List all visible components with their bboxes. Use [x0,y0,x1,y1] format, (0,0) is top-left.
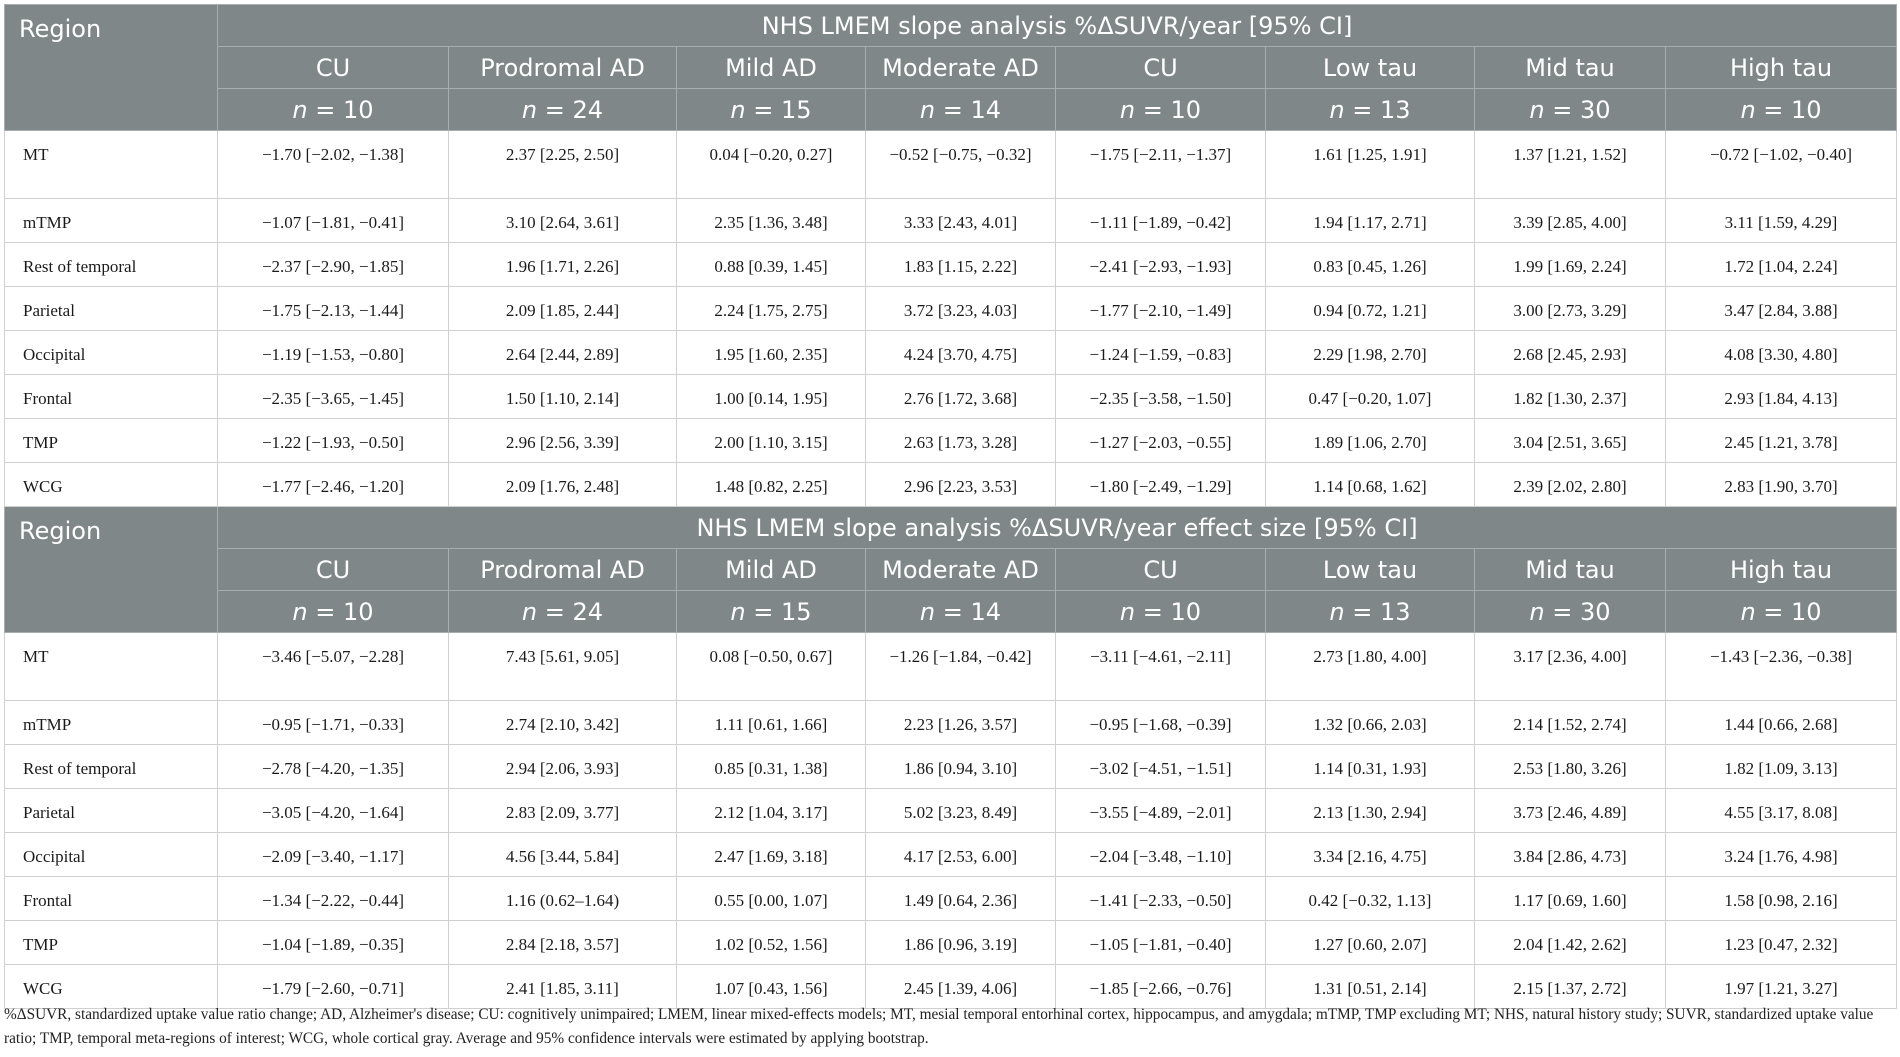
group-column-header: Moderate AD [866,549,1056,591]
sample-size-value: = 14 [942,597,1002,626]
table-cell: 2.45 [1.39, 4.06] [866,965,1056,1009]
table-cell: 2.24 [1.75, 2.75] [677,287,866,331]
sample-size-header [1666,591,1897,633]
group-column-header: CU [218,549,449,591]
table-cell: 1.02 [0.52, 1.56] [677,921,866,965]
table-cell: 2.93 [1.84, 4.13] [1666,375,1897,419]
table-cell: 2.23 [1.26, 3.57] [866,701,1056,745]
sample-size-value: = 24 [544,597,604,626]
table-cell: −1.27 [−2.03, −0.55] [1056,419,1266,463]
sample-size-symbol: n [1529,597,1545,626]
table-cell: 1.49 [0.64, 2.36] [866,877,1056,921]
group-column-header: CU [1056,549,1266,591]
table-cell: −1.79 [−2.60, −0.71] [218,965,449,1009]
table-row [5,701,1897,745]
table-section-slope [5,5,1897,507]
table-cell: 5.02 [3.23, 8.49] [866,789,1056,833]
table-row [5,463,1897,507]
sample-size-header [1475,591,1666,633]
table-cell: 2.00 [1.10, 3.15] [677,419,866,463]
table-row [5,375,1897,419]
table-cell: 1.89 [1.06, 2.70] [1266,419,1475,463]
sample-size-header [1056,89,1266,131]
table-cell: 1.48 [0.82, 2.25] [677,463,866,507]
sample-size-symbol: n [1119,597,1136,626]
sample-size-symbol: n [1529,95,1545,124]
table-cell: 2.74 [2.10, 3.42] [449,701,677,745]
table-cell: 1.95 [1.60, 2.35] [677,331,866,375]
table-cell: 2.96 [2.23, 3.53] [866,463,1056,507]
group-column-header: Low tau [1266,549,1475,591]
region-label: WCG [5,463,218,507]
table-footnote: %ΔSUVR, standardized uptake value ratio change; AD, Alzheimer's disease; CU: cognitively unimpaired; LMEM, linear mixed-effects models; MT, mesial temporal entorhinal cortex, hippocampus, and amygdala; mTMP, TMP excluding MT; NHS, natural history study; SUVR, standardized uptake value ratio; TMP, temporal meta-regions of interest; WCG, whole cortical gray. Average and 95% confidence intervals were estimated by applying bootstrap. [4,1006,1874,1047]
table-cell: 2.73 [1.80, 4.00] [1266,633,1475,701]
table-cell: −3.11 [−4.61, −2.11] [1056,633,1266,701]
region-label: Parietal [5,287,218,331]
table-row [5,921,1897,965]
sample-size-symbol: n [292,95,308,124]
sample-size-header [866,591,1056,633]
sample-size-symbol: n [730,95,746,124]
sample-size-value: = 30 [1552,597,1611,626]
table-row [5,243,1897,287]
table-cell: 2.15 [1.37, 2.72] [1475,965,1666,1009]
table-cell: 3.11 [1.59, 4.29] [1666,199,1897,243]
table-cell: 1.11 [0.61, 1.66] [677,701,866,745]
table-cell: 1.14 [0.68, 1.62] [1266,463,1475,507]
table-cell: 4.56 [3.44, 5.84] [449,833,677,877]
region-label: TMP [5,921,218,965]
table-cell: 7.43 [5.61, 9.05] [449,633,677,701]
table-cell: 1.00 [0.14, 1.95] [677,375,866,419]
table-cell: 1.31 [0.51, 2.14] [1266,965,1475,1009]
sample-size-header [677,591,866,633]
region-label: WCG [5,965,218,1009]
table-cell: 2.83 [1.90, 3.70] [1666,463,1897,507]
sample-size-header [866,89,1056,131]
sample-size-symbol: n [1329,95,1345,124]
region-label: Rest of temporal [5,243,218,287]
table-row [5,745,1897,789]
group-column-header: High tau [1666,47,1897,89]
sample-size-header [218,591,449,633]
group-column-header: High tau [1666,549,1897,591]
table-cell: 1.94 [1.17, 2.71] [1266,199,1475,243]
sample-size-value: = 10 [1142,597,1202,626]
table-row [5,419,1897,463]
table-cell: 2.94 [2.06, 3.93] [449,745,677,789]
sample-size-header [1666,89,1897,131]
table-cell: 2.47 [1.69, 3.18] [677,833,866,877]
table-cell: −1.24 [−1.59, −0.83] [1056,331,1266,375]
table-row [5,789,1897,833]
sample-size-value: = 10 [1763,95,1822,124]
table-cell: 2.83 [2.09, 3.77] [449,789,677,833]
sample-size-symbol: n [919,95,936,124]
region-label: Rest of temporal [5,745,218,789]
table-cell: 1.99 [1.69, 2.24] [1475,243,1666,287]
table-cell: 1.14 [0.31, 1.93] [1266,745,1475,789]
group-column-header: Moderate AD [866,47,1056,89]
table-cell: 1.16 (0.62–1.64) [449,877,677,921]
table-cell: 2.84 [2.18, 3.57] [449,921,677,965]
table-cell: 0.85 [0.31, 1.38] [677,745,866,789]
region-label: Frontal [5,877,218,921]
sample-size-value: = 13 [1352,597,1411,626]
table-cell: −1.26 [−1.84, −0.42] [866,633,1056,701]
table-cell: −2.41 [−2.93, −1.93] [1056,243,1266,287]
group-column-header: Prodromal AD [449,549,677,591]
table-cell: 3.10 [2.64, 3.61] [449,199,677,243]
sample-size-symbol: n [521,597,538,626]
table-cell: 1.82 [1.09, 3.13] [1666,745,1897,789]
table-cell: 2.41 [1.85, 3.11] [449,965,677,1009]
table-cell: 1.96 [1.71, 2.26] [449,243,677,287]
table-title-header: NHS LMEM slope analysis %ΔSUVR/year effect size [95% CI] [218,507,1897,549]
sample-size-value: = 10 [1763,597,1822,626]
sample-size-header [1266,89,1475,131]
region-label: Parietal [5,789,218,833]
sample-size-symbol: n [1119,95,1136,124]
header-row-sample-size [5,591,1897,633]
table-cell: 1.83 [1.15, 2.22] [866,243,1056,287]
table-cell: 3.24 [1.76, 4.98] [1666,833,1897,877]
table-cell: 2.29 [1.98, 2.70] [1266,331,1475,375]
table-cell: 3.04 [2.51, 3.65] [1475,419,1666,463]
table-cell: 2.14 [1.52, 2.74] [1475,701,1666,745]
table-cell: −2.35 [−3.65, −1.45] [218,375,449,419]
group-column-header: Mid tau [1475,47,1666,89]
table-row [5,633,1897,701]
table-cell: 1.58 [0.98, 2.16] [1666,877,1897,921]
table-title-header: NHS LMEM slope analysis %ΔSUVR/year [95% CI] [218,5,1897,47]
table-cell: 4.17 [2.53, 6.00] [866,833,1056,877]
table-cell: 3.73 [2.46, 4.89] [1475,789,1666,833]
table-cell: 2.64 [2.44, 2.89] [449,331,677,375]
table-cell: 0.94 [0.72, 1.21] [1266,287,1475,331]
table-cell: −1.11 [−1.89, −0.42] [1056,199,1266,243]
table-cell: 4.55 [3.17, 8.08] [1666,789,1897,833]
table-cell: 1.86 [0.94, 3.10] [866,745,1056,789]
table-cell: 0.04 [−0.20, 0.27] [677,131,866,199]
sample-size-symbol: n [521,95,538,124]
table-cell: −1.70 [−2.02, −1.38] [218,131,449,199]
region-label: TMP [5,419,218,463]
table-row [5,965,1897,1009]
sample-size-value: = 13 [1352,95,1411,124]
table-cell: −1.43 [−2.36, −0.38] [1666,633,1897,701]
region-column-header: Region [5,507,218,633]
region-label: mTMP [5,199,218,243]
table-cell: −0.72 [−1.02, −0.40] [1666,131,1897,199]
table-cell: −1.22 [−1.93, −0.50] [218,419,449,463]
sample-size-header [1266,591,1475,633]
sample-size-header [449,89,677,131]
group-column-header: Prodromal AD [449,47,677,89]
table-cell: 1.37 [1.21, 1.52] [1475,131,1666,199]
sample-size-symbol: n [1329,597,1345,626]
table-cell: −3.46 [−5.07, −2.28] [218,633,449,701]
table-cell: 2.45 [1.21, 3.78] [1666,419,1897,463]
table-cell: 3.84 [2.86, 4.73] [1475,833,1666,877]
table-cell: −1.75 [−2.13, −1.44] [218,287,449,331]
table-row [5,131,1897,199]
table-cell: −1.77 [−2.10, −1.49] [1056,287,1266,331]
table-cell: −1.19 [−1.53, −0.80] [218,331,449,375]
table-cell: 3.34 [2.16, 4.75] [1266,833,1475,877]
group-column-header: CU [1056,47,1266,89]
table-cell: 1.61 [1.25, 1.91] [1266,131,1475,199]
region-label: Frontal [5,375,218,419]
table-cell: 0.42 [−0.32, 1.13] [1266,877,1475,921]
sample-size-value: = 24 [544,95,604,124]
sample-size-symbol: n [1740,95,1756,124]
table-cell: 2.53 [1.80, 3.26] [1475,745,1666,789]
table-cell: 1.86 [0.96, 3.19] [866,921,1056,965]
header-row-groups [5,549,1897,591]
table-cell: 0.55 [0.00, 1.07] [677,877,866,921]
table-row [5,833,1897,877]
table-cell: −3.55 [−4.89, −2.01] [1056,789,1266,833]
sample-size-symbol: n [292,597,308,626]
header-row-title [5,507,1897,549]
table-cell: 2.37 [2.25, 2.50] [449,131,677,199]
table-cell: 2.76 [1.72, 3.68] [866,375,1056,419]
table-cell: −2.37 [−2.90, −1.85] [218,243,449,287]
table-cell: 2.68 [2.45, 2.93] [1475,331,1666,375]
group-column-header: CU [218,47,449,89]
header-row-groups [5,47,1897,89]
table-cell: 3.33 [2.43, 4.01] [866,199,1056,243]
table-cell: 0.83 [0.45, 1.26] [1266,243,1475,287]
slope-analysis-table [4,4,1897,1009]
table-cell: 2.13 [1.30, 2.94] [1266,789,1475,833]
table-cell: 2.04 [1.42, 2.62] [1475,921,1666,965]
sample-size-value: = 10 [315,597,374,626]
table-cell: 1.07 [0.43, 1.56] [677,965,866,1009]
table-row [5,287,1897,331]
table-cell: 2.09 [1.76, 2.48] [449,463,677,507]
sample-size-header [1475,89,1666,131]
sample-size-value: = 14 [942,95,1002,124]
table-cell: −0.52 [−0.75, −0.32] [866,131,1056,199]
table-cell: −2.09 [−3.40, −1.17] [218,833,449,877]
table-cell: 1.27 [0.60, 2.07] [1266,921,1475,965]
region-column-header: Region [5,5,218,131]
table-cell: 1.50 [1.10, 2.14] [449,375,677,419]
table-cell: 4.24 [3.70, 4.75] [866,331,1056,375]
sample-size-value: = 15 [753,95,812,124]
table-cell: 1.82 [1.30, 2.37] [1475,375,1666,419]
table-row [5,877,1897,921]
sample-size-value: = 15 [753,597,812,626]
table-cell: −1.04 [−1.89, −0.35] [218,921,449,965]
table-section-effect-size [5,507,1897,1009]
results-table-container [4,4,1896,1009]
table-cell: −1.34 [−2.22, −0.44] [218,877,449,921]
table-cell: 1.44 [0.66, 2.68] [1666,701,1897,745]
table-cell: −2.04 [−3.48, −1.10] [1056,833,1266,877]
table-cell: 3.47 [2.84, 3.88] [1666,287,1897,331]
table-cell: 1.23 [0.47, 2.32] [1666,921,1897,965]
table-cell: −2.78 [−4.20, −1.35] [218,745,449,789]
table-cell: −1.80 [−2.49, −1.29] [1056,463,1266,507]
sample-size-header [449,591,677,633]
table-cell: 1.32 [0.66, 2.03] [1266,701,1475,745]
region-label: Occipital [5,331,218,375]
table-cell: −3.02 [−4.51, −1.51] [1056,745,1266,789]
sample-size-header [1056,591,1266,633]
header-row-sample-size [5,89,1897,131]
table-cell: −0.95 [−1.68, −0.39] [1056,701,1266,745]
region-label: Occipital [5,833,218,877]
table-cell: 2.39 [2.02, 2.80] [1475,463,1666,507]
table-row [5,199,1897,243]
sample-size-value: = 30 [1552,95,1611,124]
table-row [5,331,1897,375]
table-cell: 3.72 [3.23, 4.03] [866,287,1056,331]
table-cell: 0.47 [−0.20, 1.07] [1266,375,1475,419]
table-cell: 0.88 [0.39, 1.45] [677,243,866,287]
table-cell: 1.97 [1.21, 3.27] [1666,965,1897,1009]
sample-size-header [218,89,449,131]
sample-size-symbol: n [730,597,746,626]
table-cell: 0.08 [−0.50, 0.67] [677,633,866,701]
group-column-header: Low tau [1266,47,1475,89]
group-column-header: Mild AD [677,549,866,591]
table-cell: −1.05 [−1.81, −0.40] [1056,921,1266,965]
table-cell: −1.41 [−2.33, −0.50] [1056,877,1266,921]
table-cell: 2.63 [1.73, 3.28] [866,419,1056,463]
table-cell: 3.39 [2.85, 4.00] [1475,199,1666,243]
table-cell: 2.96 [2.56, 3.39] [449,419,677,463]
table-cell: −2.35 [−3.58, −1.50] [1056,375,1266,419]
table-cell: −1.75 [−2.11, −1.37] [1056,131,1266,199]
sample-size-header [677,89,866,131]
table-cell: −1.07 [−1.81, −0.41] [218,199,449,243]
group-column-header: Mid tau [1475,549,1666,591]
sample-size-symbol: n [919,597,936,626]
region-label: mTMP [5,701,218,745]
table-cell: 3.17 [2.36, 4.00] [1475,633,1666,701]
header-row-title [5,5,1897,47]
sample-size-symbol: n [1740,597,1756,626]
table-cell: 1.17 [0.69, 1.60] [1475,877,1666,921]
region-label: MT [5,131,218,199]
table-cell: −3.05 [−4.20, −1.64] [218,789,449,833]
table-cell: −1.85 [−2.66, −0.76] [1056,965,1266,1009]
sample-size-value: = 10 [315,95,374,124]
table-cell: −1.77 [−2.46, −1.20] [218,463,449,507]
table-cell: 2.12 [1.04, 3.17] [677,789,866,833]
table-cell: −0.95 [−1.71, −0.33] [218,701,449,745]
table-cell: 2.35 [1.36, 3.48] [677,199,866,243]
table-cell: 4.08 [3.30, 4.80] [1666,331,1897,375]
region-label: MT [5,633,218,701]
sample-size-value: = 10 [1142,95,1202,124]
group-column-header: Mild AD [677,47,866,89]
table-cell: 2.09 [1.85, 2.44] [449,287,677,331]
table-cell: 3.00 [2.73, 3.29] [1475,287,1666,331]
table-cell: 1.72 [1.04, 2.24] [1666,243,1897,287]
